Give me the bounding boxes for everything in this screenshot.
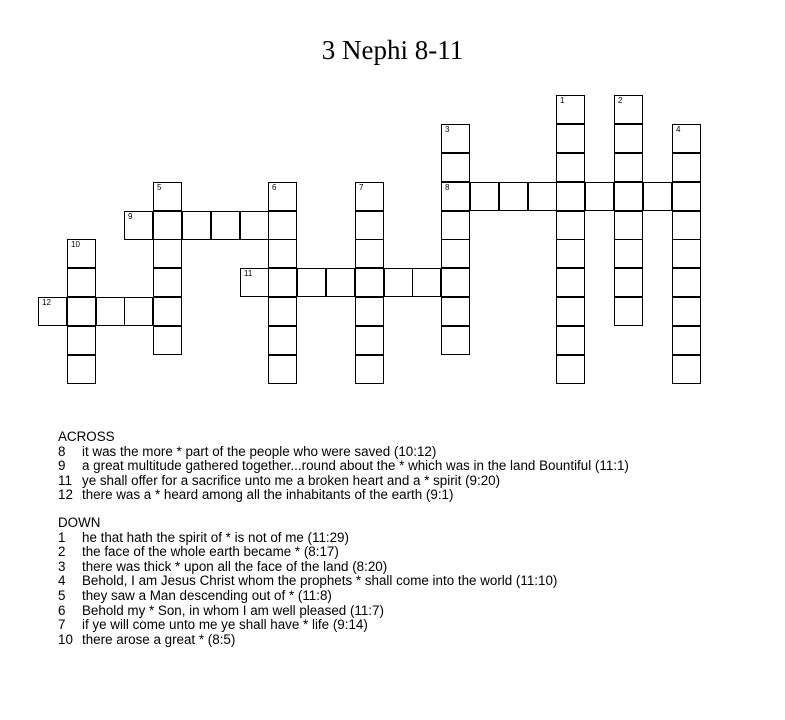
grid-cell[interactable] bbox=[355, 239, 384, 268]
grid-cell[interactable] bbox=[672, 268, 701, 297]
clue-text: ye shall offer for a sacrifice unto me a broken heart and a * spirit (9:20) bbox=[82, 472, 501, 488]
grid-cell[interactable] bbox=[38, 297, 67, 326]
down-clue-10 bbox=[58, 633, 758, 648]
clue-number-label: 9 bbox=[128, 212, 133, 221]
clue-number-label: 10 bbox=[71, 240, 80, 249]
grid-cell[interactable] bbox=[384, 268, 413, 297]
clue-number-label: 5 bbox=[157, 183, 162, 192]
grid-cell[interactable] bbox=[297, 268, 326, 297]
grid-cell[interactable] bbox=[614, 153, 643, 182]
grid-cell[interactable] bbox=[614, 211, 643, 240]
clue-number: 10 bbox=[58, 631, 73, 647]
grid-cell[interactable] bbox=[355, 297, 384, 326]
across-clue-11 bbox=[58, 474, 758, 489]
grid-cell[interactable] bbox=[441, 268, 470, 297]
grid-cell[interactable] bbox=[153, 297, 182, 326]
clue-number-label: 2 bbox=[618, 96, 623, 105]
grid-cell[interactable] bbox=[441, 182, 470, 211]
grid-cell[interactable] bbox=[211, 211, 240, 240]
grid-cell[interactable] bbox=[614, 297, 643, 326]
clue-text: it was the more * part of the people who were saved (10:12) bbox=[82, 443, 437, 459]
grid-cell[interactable] bbox=[153, 182, 182, 211]
grid-cell[interactable] bbox=[528, 182, 557, 211]
grid-cell[interactable] bbox=[124, 297, 153, 326]
grid-cell[interactable] bbox=[672, 326, 701, 355]
clue-text: Behold, I am Jesus Christ whom the prophets * shall come into the world (11:10) bbox=[82, 573, 558, 589]
clue-number: 3 bbox=[58, 558, 66, 574]
clue-text: there arose a great * (8:5) bbox=[82, 631, 236, 647]
grid-cell[interactable] bbox=[614, 124, 643, 153]
grid-cell[interactable] bbox=[556, 95, 585, 124]
grid-cell[interactable] bbox=[672, 239, 701, 268]
clue-number: 4 bbox=[58, 573, 66, 589]
grid-cell[interactable] bbox=[556, 211, 585, 240]
grid-cell[interactable] bbox=[614, 239, 643, 268]
grid-cell[interactable] bbox=[556, 239, 585, 268]
down-clue-4 bbox=[58, 574, 758, 589]
clue-text: if ye will come unto me ye shall have * life (9:14) bbox=[82, 617, 368, 633]
grid-cell[interactable] bbox=[614, 95, 643, 124]
grid-cell[interactable] bbox=[672, 297, 701, 326]
clue-number: 9 bbox=[58, 458, 66, 474]
down-clue-2 bbox=[58, 545, 758, 560]
grid-cell[interactable] bbox=[355, 355, 384, 384]
clue-text: a great multitude gathered together...round about the * which was in the land Bountiful (11:1) bbox=[82, 458, 629, 474]
grid-cell[interactable] bbox=[441, 297, 470, 326]
clue-number: 1 bbox=[58, 529, 66, 545]
down-heading: DOWN bbox=[58, 514, 101, 530]
grid-cell[interactable] bbox=[412, 268, 441, 297]
grid-cell[interactable] bbox=[441, 153, 470, 182]
grid-cell[interactable] bbox=[67, 297, 96, 326]
grid-cell[interactable] bbox=[153, 326, 182, 355]
grid-cell[interactable] bbox=[556, 182, 585, 211]
grid-cell[interactable] bbox=[240, 211, 269, 240]
clue-number: 8 bbox=[58, 443, 66, 459]
clues-section bbox=[58, 430, 758, 660]
clue-number-label: 1 bbox=[560, 96, 565, 105]
grid-cell[interactable] bbox=[672, 153, 701, 182]
clue-number-label: 7 bbox=[359, 183, 364, 192]
grid-cell[interactable] bbox=[153, 268, 182, 297]
grid-cell[interactable] bbox=[268, 268, 297, 297]
grid-cell[interactable] bbox=[556, 326, 585, 355]
clue-number-label: 6 bbox=[272, 183, 277, 192]
grid-cell[interactable] bbox=[67, 268, 96, 297]
clue-text: Behold my * Son, in whom I am well pleased (11:7) bbox=[82, 602, 384, 618]
down-clue-3 bbox=[58, 560, 758, 575]
down-clue-7 bbox=[58, 618, 758, 633]
grid-cell[interactable] bbox=[355, 182, 384, 211]
grid-cell[interactable] bbox=[556, 355, 585, 384]
grid-cell[interactable] bbox=[441, 211, 470, 240]
across-clue-12 bbox=[58, 488, 758, 503]
grid-cell[interactable] bbox=[614, 268, 643, 297]
clue-number-label: 3 bbox=[445, 125, 450, 134]
clue-text: there was thick * upon all the face of the land (8:20) bbox=[82, 558, 388, 574]
grid-cell[interactable] bbox=[268, 355, 297, 384]
grid-cell[interactable] bbox=[67, 355, 96, 384]
down-clue-list bbox=[58, 531, 758, 648]
grid-cell[interactable] bbox=[499, 182, 528, 211]
grid-cell[interactable] bbox=[355, 326, 384, 355]
grid-cell[interactable] bbox=[67, 239, 96, 268]
down-clue-6 bbox=[58, 604, 758, 619]
clue-number-label: 8 bbox=[445, 183, 450, 192]
grid-cell[interactable] bbox=[326, 268, 355, 297]
clue-number-label: 12 bbox=[42, 298, 51, 307]
grid-cell[interactable] bbox=[556, 297, 585, 326]
grid-cell[interactable] bbox=[153, 239, 182, 268]
grid-cell[interactable] bbox=[556, 124, 585, 153]
clue-number-label: 11 bbox=[244, 269, 253, 278]
grid-cell[interactable] bbox=[441, 124, 470, 153]
grid-cell[interactable] bbox=[268, 239, 297, 268]
grid-cell[interactable] bbox=[153, 211, 182, 240]
grid-cell[interactable] bbox=[96, 297, 125, 326]
grid-cell[interactable] bbox=[470, 182, 499, 211]
grid-cell[interactable] bbox=[240, 268, 269, 297]
grid-cell[interactable] bbox=[124, 211, 153, 240]
grid-cell[interactable] bbox=[268, 297, 297, 326]
grid-cell[interactable] bbox=[268, 211, 297, 240]
across-clue-9 bbox=[58, 459, 758, 474]
grid-cell[interactable] bbox=[643, 182, 672, 211]
page-title: 3 Nephi 8-11 bbox=[321, 35, 464, 65]
grid-cell[interactable] bbox=[672, 355, 701, 384]
grid-cell[interactable] bbox=[355, 268, 384, 297]
across-clue-list bbox=[58, 445, 758, 503]
grid-cell[interactable] bbox=[672, 124, 701, 153]
clue-number: 2 bbox=[58, 544, 66, 560]
grid-cell[interactable] bbox=[67, 326, 96, 355]
grid-cell[interactable] bbox=[268, 182, 297, 211]
clue-number-label: 4 bbox=[676, 125, 681, 134]
grid-cell[interactable] bbox=[441, 239, 470, 268]
clue-text: they saw a Man descending out of * (11:8) bbox=[82, 587, 332, 603]
grid-cell[interactable] bbox=[614, 182, 643, 211]
clue-number: 7 bbox=[58, 617, 66, 633]
clue-number: 5 bbox=[58, 587, 66, 603]
clue-text: he that hath the spirit of * is not of me (11:29) bbox=[82, 529, 349, 545]
grid-cell[interactable] bbox=[556, 268, 585, 297]
grid-cell[interactable] bbox=[556, 153, 585, 182]
clue-text: there was a * heard among all the inhabitants of the earth (9:1) bbox=[82, 487, 454, 503]
grid-cell[interactable] bbox=[268, 326, 297, 355]
clue-number: 6 bbox=[58, 602, 66, 618]
down-clue-5 bbox=[58, 589, 758, 604]
clue-text: the face of the whole earth became * (8:17) bbox=[82, 544, 339, 560]
grid-cell[interactable] bbox=[182, 211, 211, 240]
grid-cell[interactable] bbox=[585, 182, 614, 211]
grid-cell[interactable] bbox=[672, 211, 701, 240]
grid-cell[interactable] bbox=[355, 211, 384, 240]
across-heading: ACROSS bbox=[58, 429, 115, 444]
clue-number: 12 bbox=[58, 487, 73, 503]
across-clue-8 bbox=[58, 445, 758, 460]
grid-cell[interactable] bbox=[441, 326, 470, 355]
down-clue-1 bbox=[58, 531, 758, 546]
grid-cell[interactable] bbox=[672, 182, 701, 211]
clue-number: 11 bbox=[58, 472, 72, 488]
